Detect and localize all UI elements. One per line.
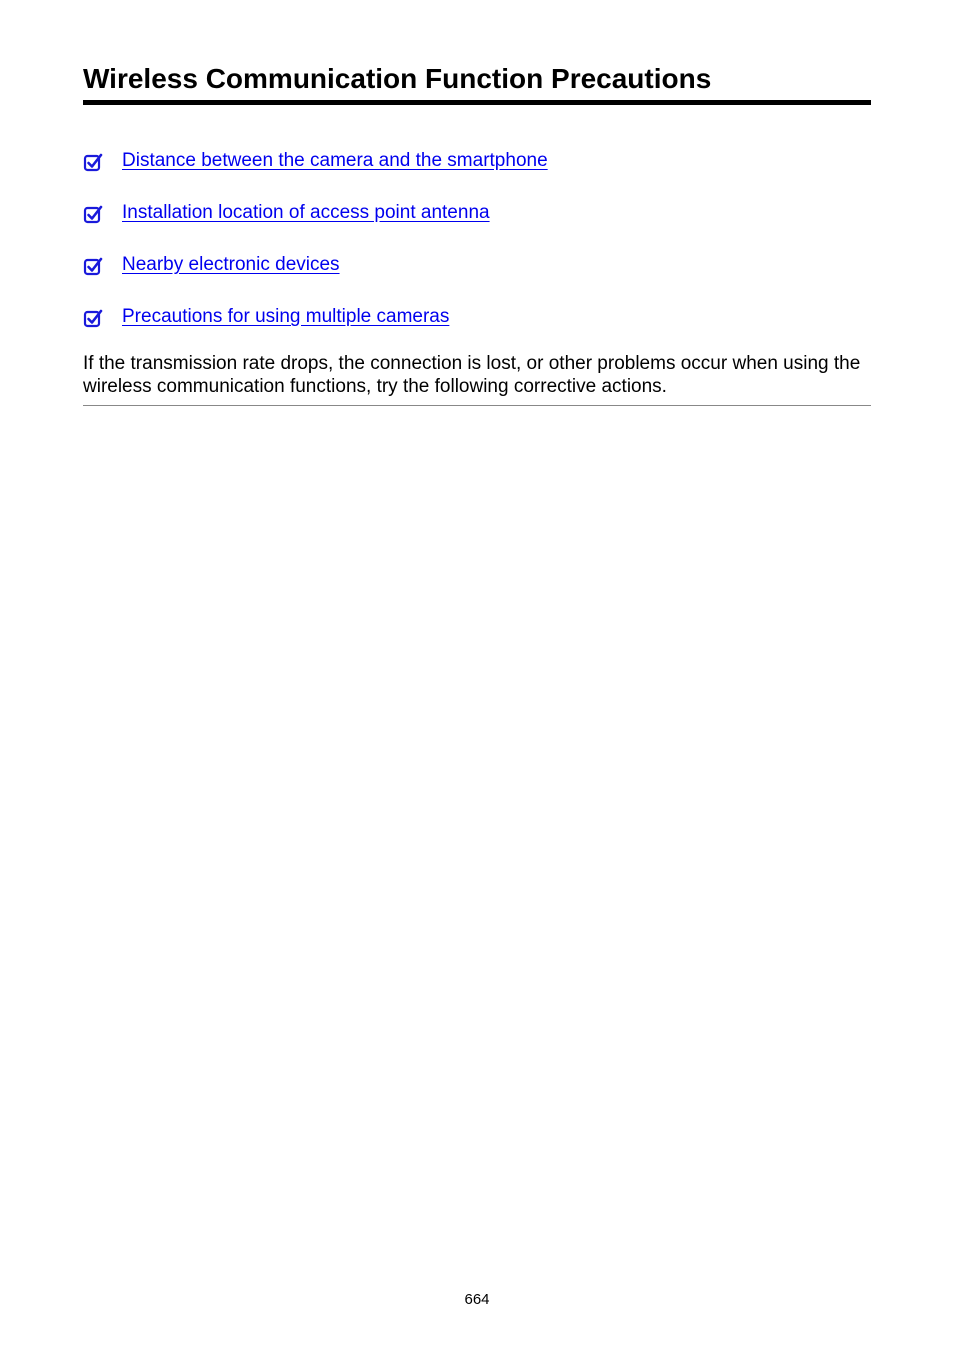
link-multiple-cameras[interactable]: Precautions for using multiple cameras	[122, 306, 450, 327]
checkbox-check-icon	[83, 256, 103, 276]
list-item	[83, 148, 548, 200]
list-item	[83, 200, 548, 252]
link-list	[83, 148, 548, 356]
link-distance[interactable]: Distance between the camera and the smartphone	[122, 150, 548, 171]
checkbox-check-icon	[83, 152, 103, 172]
intro-paragraph: If the transmission rate drops, the connection is lost, or other problems occur when using the wireless communication functions, try the following corrective actions.	[83, 352, 871, 406]
page-title: Wireless Communication Function Precautions	[83, 60, 871, 105]
checkbox-check-icon	[83, 204, 103, 224]
list-item	[83, 304, 548, 356]
checkbox-check-icon	[83, 308, 103, 328]
page-number: 664	[464, 1291, 490, 1308]
link-antenna-location[interactable]: Installation location of access point antenna	[122, 202, 490, 223]
list-item	[83, 252, 548, 304]
link-nearby-devices[interactable]: Nearby electronic devices	[122, 254, 340, 275]
